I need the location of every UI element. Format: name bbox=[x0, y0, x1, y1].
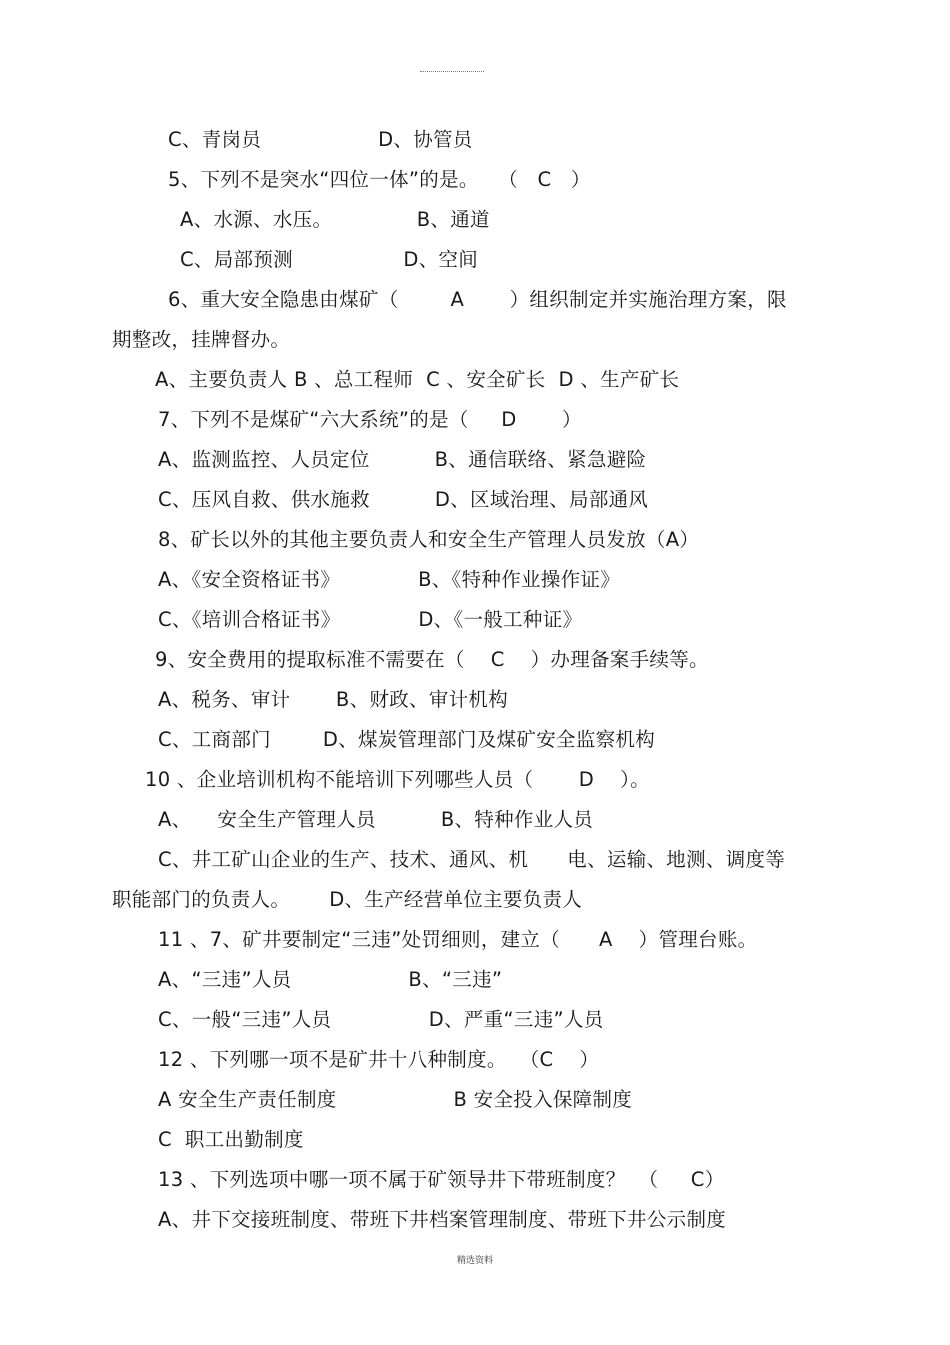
line-q7-question: 7、下列不是煤矿“六大系统”的是（ D ） bbox=[158, 408, 582, 431]
line-q11-options-cd: C、一般“三违”人员 D、严重“三违”人员 bbox=[158, 1008, 604, 1031]
header-rule bbox=[420, 71, 484, 72]
line-q10-option-c: C、井工矿山企业的生产、技术、通风、机 电、运输、地测、调度等 bbox=[158, 848, 786, 871]
line-q9-question: 9、安全费用的提取标准不需要在（ C ）办理备案手续等。 bbox=[155, 648, 709, 671]
line-q5-question: 5、下列不是突水“四位一体”的是。 （ C ） bbox=[168, 168, 591, 191]
line-q8-question: 8、矿长以外的其他主要负责人和安全生产管理人员发放（A） bbox=[158, 528, 700, 551]
line-q12-option-c: C 职工出勤制度 bbox=[158, 1128, 304, 1151]
line-q10-question: 10 、企业培训机构不能培训下列哪些人员（ D ）。 bbox=[145, 768, 650, 791]
line-q10-options-ab: A、 安全生产管理人员 B、特种作业人员 bbox=[158, 808, 594, 831]
line-q5-options-ab: A、水源、水压。 B、通道 bbox=[180, 208, 490, 231]
line-q6-question: 6、重大安全隐患由煤矿（ A ）组织制定并实施治理方案，限 bbox=[168, 288, 787, 311]
line-q12-question: 12 、下列哪一项不是矿井十八种制度。 （C ） bbox=[158, 1048, 600, 1071]
line-q6-question-cont: 期整改，挂牌督办。 bbox=[112, 328, 291, 351]
line-q13-option-a: A、井下交接班制度、带班下井档案管理制度、带班下井公示制度 bbox=[158, 1208, 727, 1231]
line-q9-options-cd: C、工商部门 D、煤炭管理部门及煤矿安全监察机构 bbox=[158, 728, 656, 751]
line-q7-options-cd: C、压风自救、供水施救 D、区域治理、局部通风 bbox=[158, 488, 649, 511]
line-q7-options-ab: A、监测监控、人员定位 B、通信联络、紧急避险 bbox=[158, 448, 647, 471]
line-q12-options-ab: A 安全生产责任制度 B 安全投入保障制度 bbox=[158, 1088, 633, 1111]
line-q8-options-cd: C、《培训合格证书》 D、《一般工种证》 bbox=[158, 608, 583, 631]
line-q5-options-cd: C、局部预测 D、空间 bbox=[180, 248, 479, 271]
line-q11-question: 11 、7、矿井要制定“三违”处罚细则，建立（ A ）管理台账。 bbox=[158, 928, 758, 951]
line-q9-options-ab: A、税务、审计 B、财政、审计机构 bbox=[158, 688, 509, 711]
line-q13-question: 13 、下列选项中哪一项不属于矿领导井下带班制度？ （ C） bbox=[158, 1168, 725, 1191]
line-q8-options-ab: A、《安全资格证书》 B、《特种作业操作证》 bbox=[158, 568, 620, 591]
line-q4-options-cd: C、青岗员 D、协管员 bbox=[168, 128, 473, 151]
line-q10-option-c-cont: 职能部门的负责人。 D、生产经营单位主要负责人 bbox=[112, 888, 583, 911]
line-q11-options-ab: A、“三违”人员 B、“三违” bbox=[158, 968, 503, 991]
line-q6-options: A、主要负责人 B 、总工程师 C 、安全矿长 D 、生产矿长 bbox=[155, 368, 680, 391]
page-footer: 精选资料 bbox=[456, 1256, 493, 1266]
